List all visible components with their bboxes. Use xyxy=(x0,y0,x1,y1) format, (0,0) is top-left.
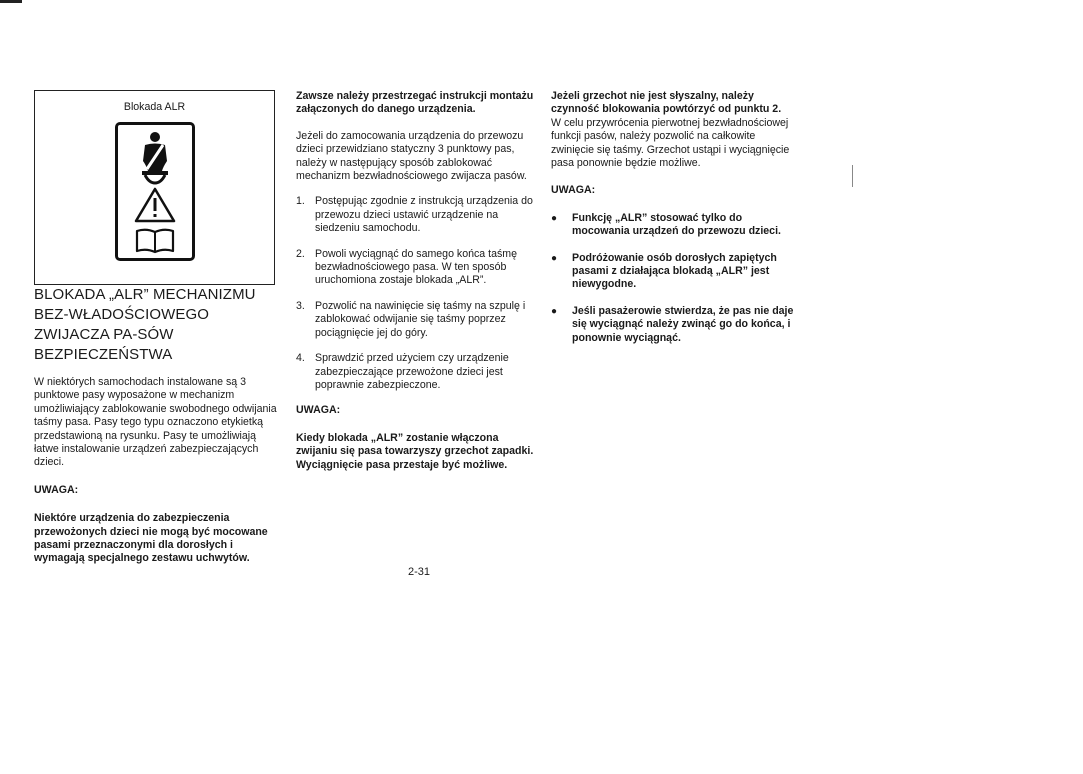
step-text: Powoli wyciągnąć do samego końca taśmę bezwładnościowego pasa. W ten sposób uruchomiona zostaje blokada „ALR”. xyxy=(315,247,517,287)
list-item xyxy=(296,352,536,392)
list-item xyxy=(296,300,536,340)
step-text: Postępując zgodnie z instrukcją urządzenia do przewozu dzieci ustawić urządzenie na siedzeniu samochodu. xyxy=(315,195,533,235)
alr-label-plate xyxy=(115,122,195,261)
warning-bullets xyxy=(551,212,795,345)
bullet-text: Jeśli pasażerowie stwierdza, że pas nie daje się wyciągnąć należy zwinąć go do końca, i ponownie wyciągnąć. xyxy=(572,304,794,344)
list-item xyxy=(296,195,536,235)
step-text: Pozwolić na nawinięcie się taśmy na szpulę i zablokować odwijanie się taśmy poprzez pociągnięcie jej do góry. xyxy=(315,299,526,339)
step-text: Sprawdzić przed użyciem czy urządzenie zabezpieczające przewożone dzieci jest poprawnie zabezpieczone. xyxy=(315,352,509,391)
uwaga-label: UWAGA: xyxy=(34,483,79,496)
step-number: 2. xyxy=(296,247,305,260)
warning-text: Kiedy blokada „ALR” zostanie włączona zwijaniu się pasa towarzyszy grzechot zapadki. Wyciągnięcie pasa przestaje być możliwe. xyxy=(296,431,534,471)
step-number: 1. xyxy=(296,195,305,208)
list-item xyxy=(296,248,536,288)
uwaga-label: UWAGA: xyxy=(296,404,341,417)
bullet-text: Funkcję „ALR” stosować tylko do mocowania urządzeń do przewozu dzieci. xyxy=(572,211,781,238)
column-1 xyxy=(34,90,278,566)
uwaga-label: UWAGA: xyxy=(551,184,596,197)
figure-caption: Blokada ALR xyxy=(123,101,186,113)
intro-text: Jeżeli do zamocowania urządzenia do przewozu dzieci przewidziano statyczny 3 punktowy pas, należy w następujący sposób zablokować mechanizm bezwładnościowego zwijacza pasów. xyxy=(296,129,527,183)
bullet-icon: ● xyxy=(551,212,558,224)
figure-box xyxy=(34,90,275,285)
section-title: BLOKADA „ALR” MECHANIZMU BEZ-WŁADOŚCIOWEGO ZWIJACZA PA-SÓW BEZPIECZEŃSTWA xyxy=(34,286,256,363)
intro-text: W celu przywrócenia pierwotnej bezwładnościowej funkcji pasów, należy pozwolić na całkowite zwinięcie się taśmy. Grzechot ustąpi i wyciągnięcie pasa ponownie będzie możliwe. xyxy=(551,116,790,170)
column-3 xyxy=(551,90,795,358)
open-book-icon xyxy=(137,230,173,252)
bullet-icon: ● xyxy=(551,252,558,264)
warning-text: Niektóre urządzenia do zabezpieczenia przewożonych dzieci nie mogą być mocowane pasami przeznaczonymi dla dorosłych i wymagają specjalnego zestawu uchwytów. xyxy=(34,512,268,565)
column-2 xyxy=(296,90,536,472)
step-number: 3. xyxy=(296,299,305,312)
list-item xyxy=(551,305,795,345)
intro-bold: Jeżeli grzechot nie jest słyszalny, należy czynność blokowania powtórzyć od punktu 2. xyxy=(551,90,782,116)
list-item xyxy=(551,212,795,239)
seatbelt-person-icon xyxy=(142,132,168,183)
list-item xyxy=(551,252,795,292)
scan-artifact-line xyxy=(852,165,853,187)
warning-triangle-icon xyxy=(136,189,174,221)
bullet-text: Podróżowanie osób dorosłych zapiętych pasami z działająca blokadą „ALR” jest niewygodne. xyxy=(572,251,777,291)
scan-corner-mark xyxy=(0,0,22,3)
step-number: 4. xyxy=(296,352,305,365)
steps-list xyxy=(296,195,536,392)
bullet-icon: ● xyxy=(551,305,558,317)
page-number: 2-31 xyxy=(408,566,431,578)
column1-body: W niektórych samochodach instalowane są 3 punktowe pasy wyposażone w mechanizm umożliwiający zablokowanie swobodnego odwijania taśmy pasa. Pasy tego typu oznaczono etykietką przedstawioną na rysunku. Pasy te umożliwiają łatwe instalowanie urządzeń zabezpieczających dzieci. xyxy=(34,376,277,469)
intro-bold: Zawsze należy przestrzegać instrukcji montażu załączonych do danego urządzenia. xyxy=(296,90,534,116)
